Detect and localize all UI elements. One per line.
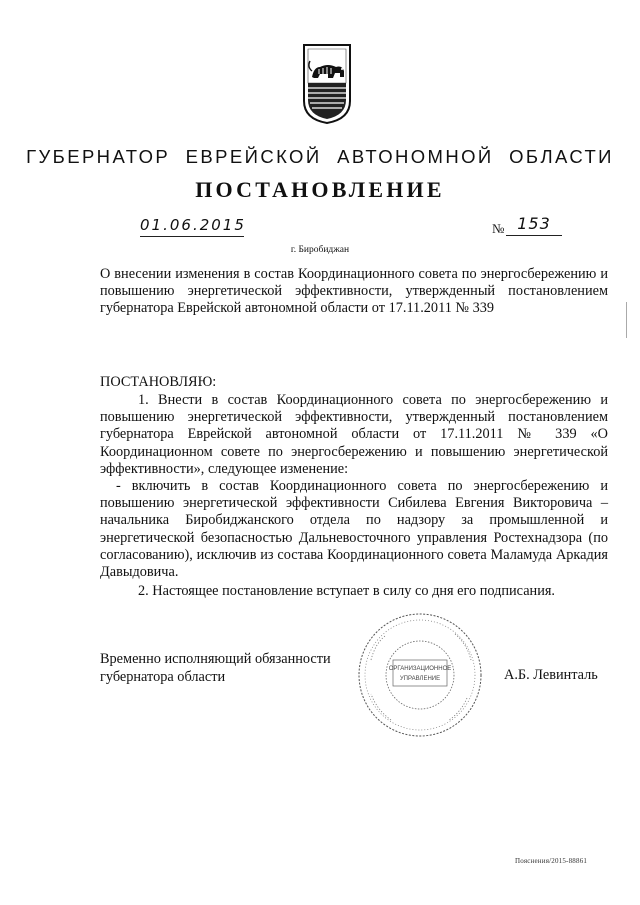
paragraph-1: 1. Внести в состав Координационного совета по энергосбережению и повышению энергетической эффективности, утвержденный постановлением губернатора Еврейской автономной области от 17.11.2011 № 339 «О Координационном совете по энергосбережению и повышению энергетической эффективности», следующее изменение: xyxy=(100,392,608,477)
paragraph-2: - включить в состав Координационного совета по энергосбережению и повышению энергетической эффективности Сибилева Евгения Викторовича – начальника Биробиджанского отдела по надзору за промышленной и энергетической безопасностью Дальневосточного управления Ростехнадзора (по согласованию), исключив из состава Координационного совета Маламуда Аркадия Давыдовича. xyxy=(100,478,608,581)
number-label: № xyxy=(492,221,505,236)
document-subject: О внесении изменения в состав Координационного совета по энергосбережению и повышению энергетической эффективности, утвержденный постановлением губернатора Еврейской автономной области от 17.11.2011 № 339 xyxy=(100,266,608,317)
signatory-position-line2: губернатора области xyxy=(100,669,226,685)
document-date: 01.06.2015 xyxy=(140,216,244,237)
signatory-position xyxy=(100,650,331,686)
authority-title: ГУБЕРНАТОР ЕВРЕЙСКОЙ АВТОНОМНОЙ ОБЛАСТИ xyxy=(26,146,614,167)
svg-text:УПРАВЛЕНИЕ: УПРАВЛЕНИЕ xyxy=(399,676,441,682)
document-number: 153 xyxy=(506,214,562,236)
document-type-title: ПОСТАНОВЛЕНИЕ xyxy=(195,177,445,202)
signatory-name: А.Б. Левинталь xyxy=(504,667,598,683)
svg-text:ОРГАНИЗАЦИОННОЕ: ОРГАНИЗАЦИОННОЕ xyxy=(388,666,452,672)
city-line: г. Биробиджан xyxy=(290,245,350,255)
coat-of-arms-tiger-icon xyxy=(302,43,352,125)
decree-keyword: ПОСТАНОВЛЯЮ: xyxy=(100,374,217,390)
paragraph-3: 2. Настоящее постановление вступает в силу со дня его подписания. xyxy=(138,583,555,599)
margin-mark xyxy=(626,302,627,338)
official-stamp-icon xyxy=(355,610,485,740)
footer-code: Пояснения/2015-88861 xyxy=(515,857,588,865)
signatory-position-line1: Временно исполняющий обязанности xyxy=(100,651,331,667)
